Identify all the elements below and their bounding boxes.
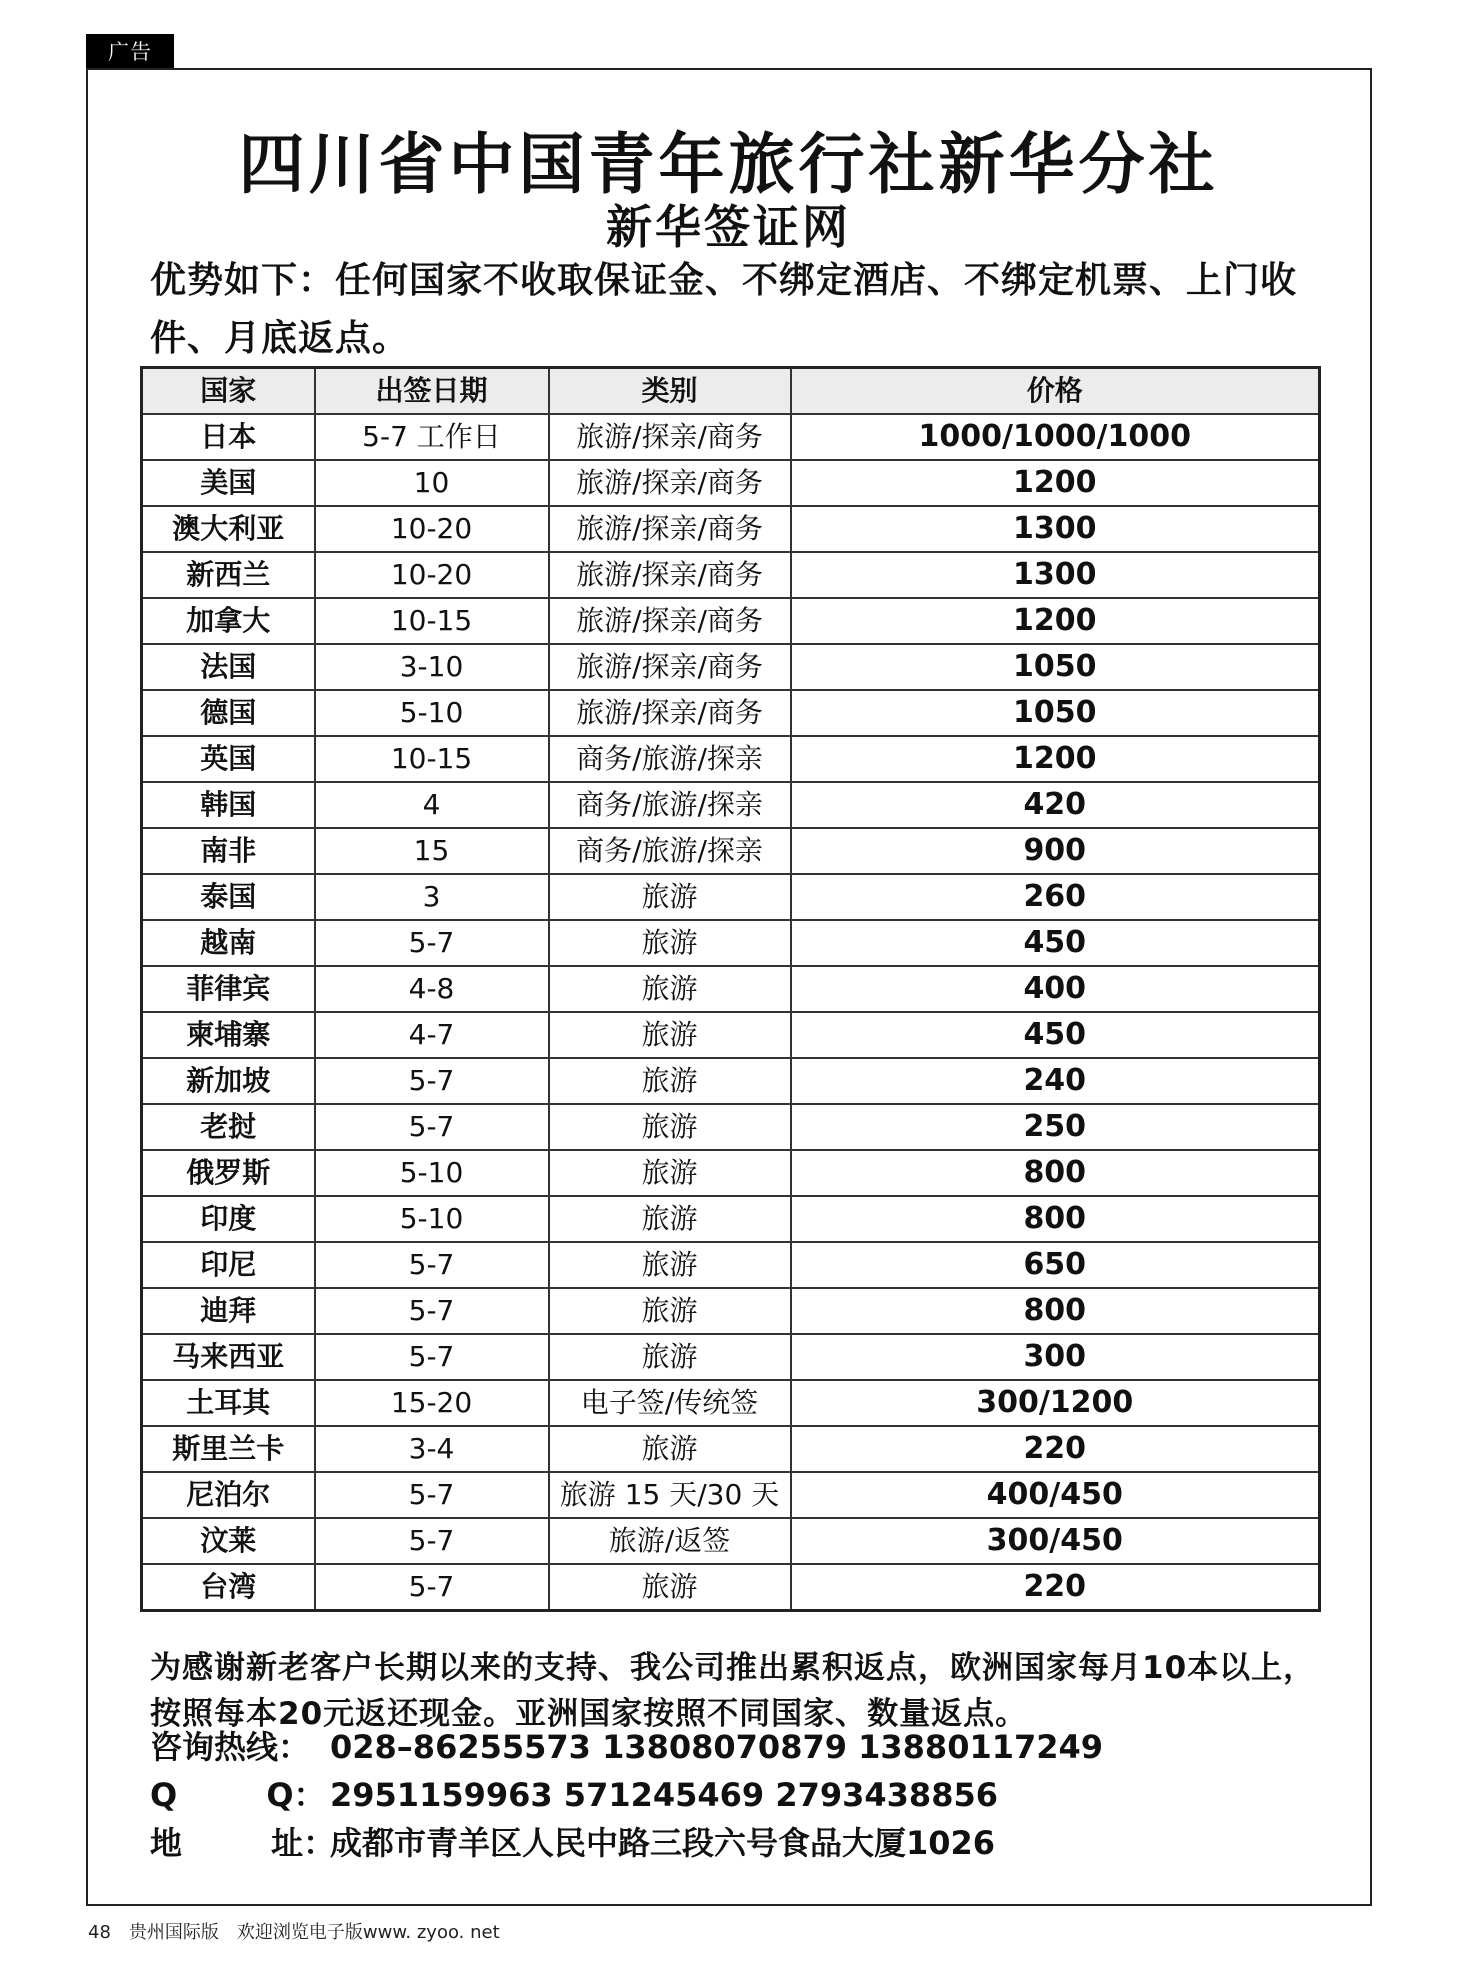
cell-category: 商务/旅游/探亲 — [549, 828, 791, 874]
cell-period: 5-7 — [315, 1564, 549, 1611]
table-row — [142, 552, 1320, 598]
cell-price: 400 — [791, 966, 1320, 1012]
cell-category: 旅游 — [549, 1288, 791, 1334]
cell-period: 5-7 — [315, 1334, 549, 1380]
cell-price: 1050 — [791, 644, 1320, 690]
cell-category: 商务/旅游/探亲 — [549, 736, 791, 782]
address-value: 成都市青羊区人民中路三段六号食品大厦1026 — [330, 1824, 996, 1862]
cell-category: 旅游/探亲/商务 — [549, 598, 791, 644]
cell-category: 旅游 — [549, 1104, 791, 1150]
header-price: 价格 — [791, 368, 1320, 415]
cell-country: 迪拜 — [142, 1288, 315, 1334]
cell-price: 220 — [791, 1426, 1320, 1472]
cell-period: 5-10 — [315, 690, 549, 736]
cell-country: 俄罗斯 — [142, 1150, 315, 1196]
rebate-notice: 为感谢新老客户长期以来的支持、我公司推出累积返点，欧洲国家每月10本以上，按照每本20元返还现金。亚洲国家按照不同国家、数量返点。 — [150, 1650, 1316, 1732]
page-subtitle: 新华签证网 — [606, 200, 851, 254]
cell-period: 5-7 — [315, 920, 549, 966]
cell-category: 商务/旅游/探亲 — [549, 782, 791, 828]
cell-category: 旅游 — [549, 1334, 791, 1380]
hotline-line — [150, 1724, 1330, 1770]
cell-period: 5-7 — [315, 1104, 549, 1150]
table-row — [142, 506, 1320, 552]
cell-category: 旅游 — [549, 1150, 791, 1196]
table-row — [142, 1380, 1320, 1426]
cell-price: 250 — [791, 1104, 1320, 1150]
table-row — [142, 1518, 1320, 1564]
cell-country: 法国 — [142, 644, 315, 690]
table-row — [142, 690, 1320, 736]
cell-period: 4 — [315, 782, 549, 828]
cell-category: 旅游 — [549, 1058, 791, 1104]
cell-category: 旅游 — [549, 1242, 791, 1288]
cell-category: 旅游 — [549, 920, 791, 966]
table-row — [142, 644, 1320, 690]
cell-period: 4-7 — [315, 1012, 549, 1058]
cell-country: 新西兰 — [142, 552, 315, 598]
cell-category: 旅游 — [549, 966, 791, 1012]
cell-country: 台湾 — [142, 1564, 315, 1611]
cell-country: 南非 — [142, 828, 315, 874]
cell-country: 澳大利亚 — [142, 506, 315, 552]
cell-category: 旅游 — [549, 874, 791, 920]
cell-period: 5-7 — [315, 1058, 549, 1104]
table-row — [142, 414, 1320, 460]
qq-label: Q Q： — [150, 1776, 326, 1814]
table-row — [142, 1150, 1320, 1196]
cell-period: 5-7 工作日 — [315, 414, 549, 460]
table-body — [142, 414, 1320, 1611]
cell-price: 800 — [791, 1288, 1320, 1334]
cell-period: 10-15 — [315, 736, 549, 782]
page-number: 48 — [88, 1922, 111, 1943]
cell-price: 1300 — [791, 552, 1320, 598]
cell-period: 3-10 — [315, 644, 549, 690]
header-category: 类别 — [549, 368, 791, 415]
cell-country: 印度 — [142, 1196, 315, 1242]
cell-period: 5-7 — [315, 1472, 549, 1518]
cell-country: 印尼 — [142, 1242, 315, 1288]
cell-period: 5-10 — [315, 1196, 549, 1242]
page-footer — [88, 1918, 518, 1944]
cell-period: 10-20 — [315, 552, 549, 598]
cell-country: 新加坡 — [142, 1058, 315, 1104]
hotline-value: 028–86255573 13808070879 13880117249 — [330, 1728, 1104, 1766]
table-row — [142, 1564, 1320, 1611]
cell-category: 旅游/探亲/商务 — [549, 414, 791, 460]
website-text: 欢迎浏览电子版www. zyoo. net — [236, 1922, 500, 1943]
cell-category: 旅游 — [549, 1564, 791, 1611]
table-row — [142, 1012, 1320, 1058]
cell-category: 旅游/返签 — [549, 1518, 791, 1564]
table-row — [142, 598, 1320, 644]
cell-period: 15 — [315, 828, 549, 874]
cell-country: 加拿大 — [142, 598, 315, 644]
cell-price: 800 — [791, 1150, 1320, 1196]
cell-category: 旅游/探亲/商务 — [549, 506, 791, 552]
table-row — [142, 1196, 1320, 1242]
table-row — [142, 966, 1320, 1012]
cell-category: 旅游/探亲/商务 — [549, 690, 791, 736]
address-label: 地 址： — [150, 1824, 336, 1862]
cell-country: 日本 — [142, 414, 315, 460]
cell-period: 15-20 — [315, 1380, 549, 1426]
advantages-text: 优势如下：任何国家不收取保证金、不绑定酒店、不绑定机票、上门收件、月底返点。 — [150, 260, 1298, 359]
cell-category: 电子签/传统签 — [549, 1380, 791, 1426]
header-period: 出签日期 — [315, 368, 549, 415]
cell-price: 420 — [791, 782, 1320, 828]
table-row — [142, 460, 1320, 506]
table-row — [142, 1334, 1320, 1380]
cell-period: 3-4 — [315, 1426, 549, 1472]
cell-country: 泰国 — [142, 874, 315, 920]
cell-country: 尼泊尔 — [142, 1472, 315, 1518]
visa-price-table — [140, 366, 1321, 1612]
cell-period: 5-7 — [315, 1288, 549, 1334]
cell-price: 220 — [791, 1564, 1320, 1611]
header-country: 国家 — [142, 368, 315, 415]
table-row — [142, 1288, 1320, 1334]
cell-price: 900 — [791, 828, 1320, 874]
cell-price: 400/450 — [791, 1472, 1320, 1518]
cell-category: 旅游 15 天/30 天 — [549, 1472, 791, 1518]
hotline-label: 咨询热线： — [150, 1728, 311, 1766]
table-row — [142, 1426, 1320, 1472]
cell-period: 4-8 — [315, 966, 549, 1012]
cell-country: 韩国 — [142, 782, 315, 828]
cell-price: 1200 — [791, 598, 1320, 644]
cell-price: 450 — [791, 1012, 1320, 1058]
cell-country: 土耳其 — [142, 1380, 315, 1426]
table-row — [142, 920, 1320, 966]
ad-label: 广告 — [86, 34, 174, 70]
cell-price: 1050 — [791, 690, 1320, 736]
cell-country: 菲律宾 — [142, 966, 315, 1012]
cell-category: 旅游 — [549, 1196, 791, 1242]
cell-price: 450 — [791, 920, 1320, 966]
cell-category: 旅游/探亲/商务 — [549, 460, 791, 506]
cell-price: 1000/1000/1000 — [791, 414, 1320, 460]
cell-price: 1200 — [791, 460, 1320, 506]
table-header-row — [142, 368, 1320, 415]
table-row — [142, 1104, 1320, 1150]
cell-price: 260 — [791, 874, 1320, 920]
table-row — [142, 874, 1320, 920]
table-row — [142, 1058, 1320, 1104]
cell-price: 650 — [791, 1242, 1320, 1288]
cell-period: 10 — [315, 460, 549, 506]
cell-period: 10-15 — [315, 598, 549, 644]
cell-period: 3 — [315, 874, 549, 920]
table-row — [142, 1472, 1320, 1518]
table-row — [142, 736, 1320, 782]
page-title: 四川省中国青年旅行社新华分社 — [238, 126, 1219, 203]
cell-price: 300/450 — [791, 1518, 1320, 1564]
cell-price: 1200 — [791, 736, 1320, 782]
qq-line — [150, 1772, 1330, 1818]
cell-price: 800 — [791, 1196, 1320, 1242]
cell-country: 老挝 — [142, 1104, 315, 1150]
address-line — [150, 1820, 1330, 1866]
cell-price: 300/1200 — [791, 1380, 1320, 1426]
cell-country: 德国 — [142, 690, 315, 736]
cell-country: 英国 — [142, 736, 315, 782]
cell-price: 1300 — [791, 506, 1320, 552]
cell-period: 5-7 — [315, 1518, 549, 1564]
cell-country: 斯里兰卡 — [142, 1426, 315, 1472]
cell-country: 越南 — [142, 920, 315, 966]
cell-country: 美国 — [142, 460, 315, 506]
qq-value: 2951159963 571245469 2793438856 — [330, 1776, 998, 1814]
cell-price: 300 — [791, 1334, 1320, 1380]
cell-period: 10-20 — [315, 506, 549, 552]
table-row — [142, 782, 1320, 828]
cell-country: 汶莱 — [142, 1518, 315, 1564]
cell-category: 旅游 — [549, 1012, 791, 1058]
cell-price: 240 — [791, 1058, 1320, 1104]
table-row — [142, 1242, 1320, 1288]
magazine-name: 贵州国际版 — [128, 1922, 219, 1943]
table-row — [142, 828, 1320, 874]
cell-period: 5-10 — [315, 1150, 549, 1196]
cell-category: 旅游 — [549, 1426, 791, 1472]
cell-category: 旅游/探亲/商务 — [549, 552, 791, 598]
cell-period: 5-7 — [315, 1242, 549, 1288]
cell-country: 柬埔寨 — [142, 1012, 315, 1058]
cell-country: 马来西亚 — [142, 1334, 315, 1380]
cell-category: 旅游/探亲/商务 — [549, 644, 791, 690]
